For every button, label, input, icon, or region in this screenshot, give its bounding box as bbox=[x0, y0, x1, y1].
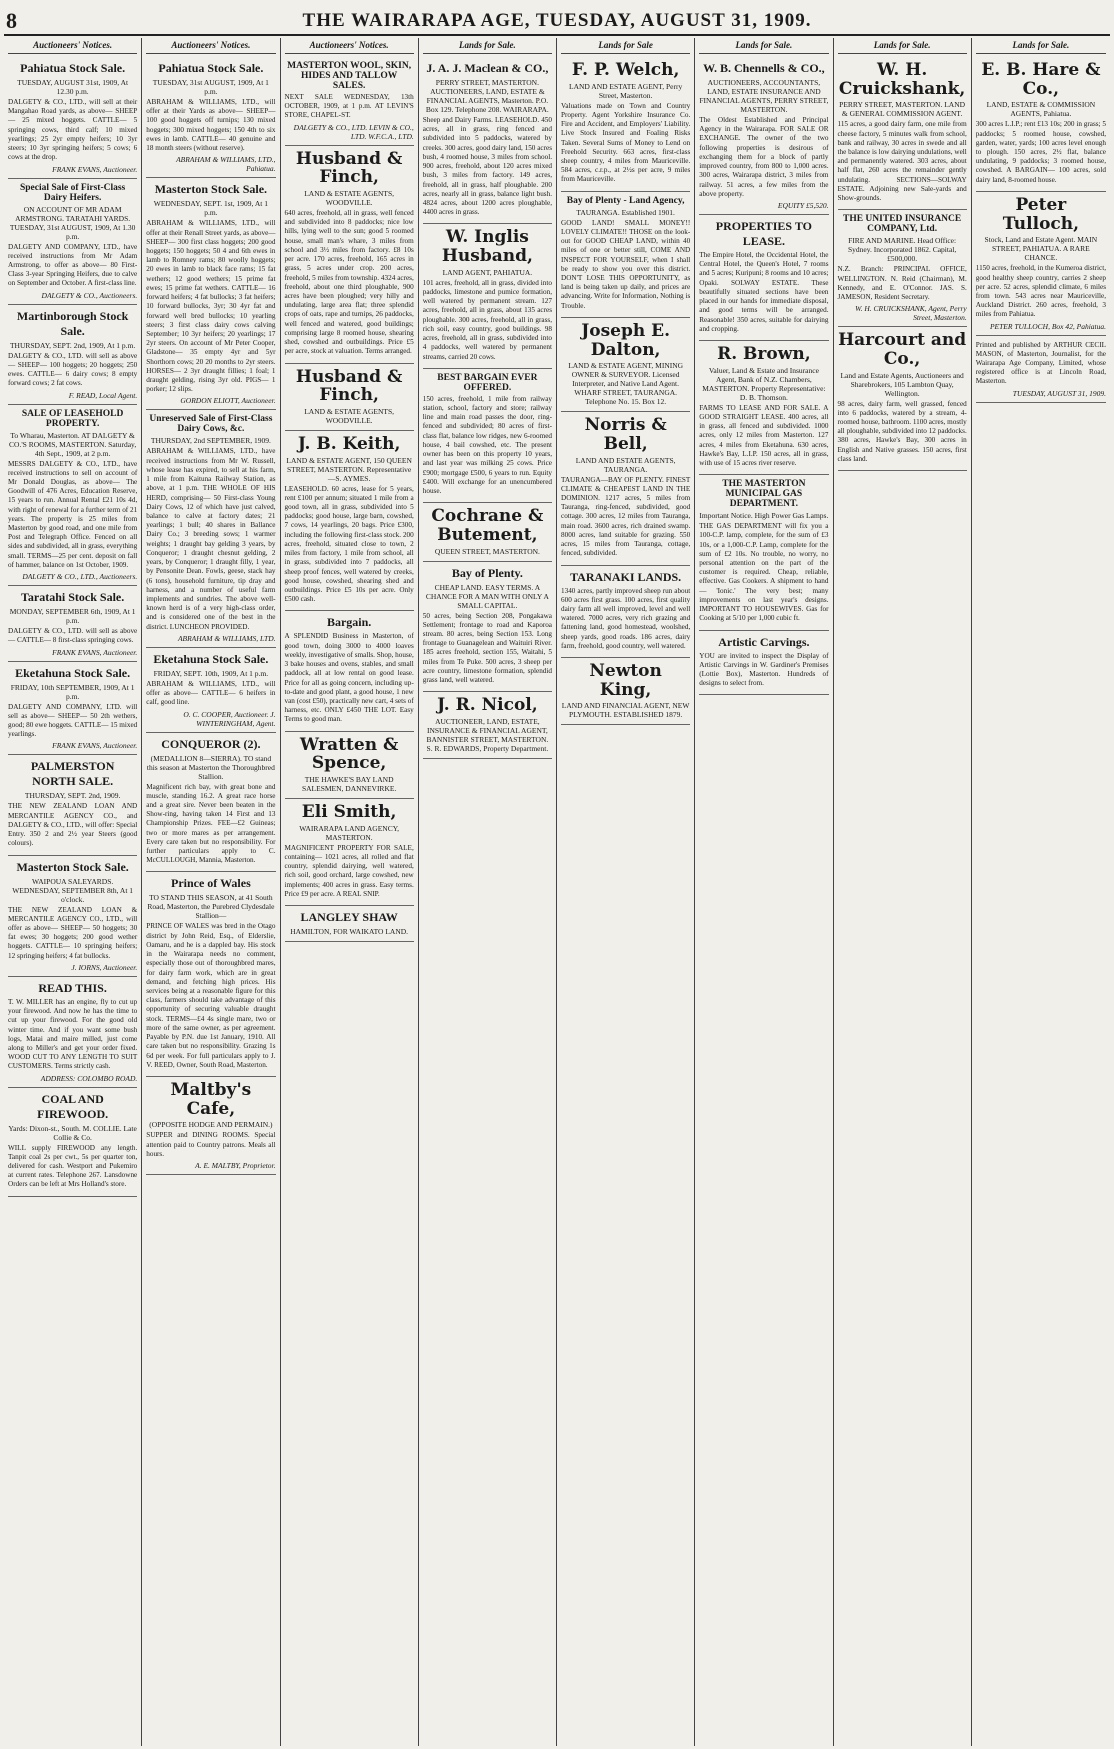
ad-subtitle: Valuer, Land & Estate and Insurance Agent, Bank of N.Z. Chambers, MASTERTON. Property Representative: D. B. Thomson. bbox=[702, 365, 826, 402]
ad-body-text: LEASEHOLD. 60 acres, lease for 5 years, rent £100 per annum; situated 1 mile from a good town, all in grass, subdivided into 5 paddocks; good house, large barn, cowshed, 7 cows, 14 yearlings, 20 bags. Price £300, including the following first-class stock. 200 acres, freehold, situated close to town, 2 miles from factory, 1 mile from school, all in grass, subdivided into 7 paddocks, all sheep proof fences, well watered by creeks, good house, cowshed, shearing shed and outbuildings. Price £5 10s per acre. Only £500 cash. bbox=[284, 484, 414, 604]
ad-signature: ADDRESS: COLOMBO ROAD. bbox=[40, 1073, 138, 1083]
advertisement bbox=[8, 856, 137, 977]
ad-signature: J. IORNS, Auctioneer. bbox=[71, 962, 138, 972]
ad-title: TARANAKI LANDS. bbox=[570, 569, 682, 584]
column-header: Lands for Sale. bbox=[976, 38, 1106, 54]
ad-body-text: ABRAHAM & WILLIAMS, LTD., have received instructions from Mr W. Russell, whose lease has expired, to sell at his farm, 1 mile from Kaituna Railway Station, as above, at 1 p.m. THE WHOLE OF HIS HERD, comprising— 50 First-class Young Dairy Cows, 12 of which have just calved, balance to calve at factory dates; 21 yearlings; 1 bull; 40 shares in Ballance Dairy Co.; 3 breeding sows; 1 warmer weights; 1 draught bay gelding 3 years, by Conqueror; 1 draught chesnut gelding, 2 years, by Conqueror; 1 draught filly, 1 year, by Pensonite Dean. Fowls, geese, stack hay (6 tons), household furniture, tip dray and harness, and a number of useful farm implements and sundries. The above well-known herd is of a very high-class order, and is considered one of the best in the district. LUNCHEON PROVIDED. bbox=[146, 447, 276, 631]
ad-subtitle: PERRY STREET, MASTERTON. LAND & GENERAL COMMISSION AGENT. bbox=[839, 100, 966, 119]
ad-body-text: 640 acres, freehold, all in grass, well fenced and subdivided into 8 paddocks; nice low hills, lying well to the sun; good 5 roomed house, small man's whare, 3 miles from school and 3½ miles from factory. £8 10s per acre. 170 acres, freehold, 165 acres in grass, 5 acres under crop. 200 acres, freehold, 5 miles from township. 4324 acres, freehold, about one third ploughable, 900 acres have been ploughed; very hilly and undulating, large area flat; three splendid crops of oats, rape and turnips, 26 paddocks, well fenced and watered, good buildings; comprising large 8 roomed house, shearing shed, cowshed and outbuildings. Price £5 per acre, stock at valuation. Terms arranged. bbox=[284, 209, 414, 356]
ad-title: J. R. Nicol, bbox=[437, 695, 538, 716]
ad-body-text: 1340 acres, partly improved sheep run about 600 acres first grass. 100 acres, first quality dairy farm all well improved, level and well watered. 7000 acres, very rich grazing and fattening land, good homestead, woolshed, sheep yards, good roads. 186 acres, dairy farm, freehold, good country, well watered. bbox=[561, 586, 691, 650]
ad-title: Maltby's Cafe, bbox=[170, 1079, 252, 1119]
ad-body-text: YOU are invited to inspect the Display of Artistic Carvings in W. Gardiner's Premises (Lottie Box), Masterton. Hundreds of designs to select from. bbox=[699, 651, 829, 688]
ad-subtitle: AUCTIONEERS, ACCOUNTANTS, LAND, ESTATE INSURANCE AND FINANCIAL AGENTS, PERRY STREET, MASTERTON. bbox=[699, 78, 829, 114]
ad-body-text: FARMS TO LEASE AND FOR SALE. A GOOD STRAIGHT LEASE. 400 acres, all in grass, all fenced and subdivided. 1000 acres, only 12 miles from Masterton. 127 acres, 4 miles from Eketahuna. 630 acres, Hawke's Bay, L.I.P. 150 acres, all in grass, with use of 15 acres river reserve. bbox=[699, 403, 829, 467]
ad-subtitle: LAND & ESTATE AGENTS, WOODVILLE. bbox=[304, 406, 395, 425]
ad-body-text: N.Z. Branch: PRINCIPAL OFFICE, WELLINGTON. N. Reid (Chairman), M. Kennedy, and E. O'Connor. JAS. S. JAMESON, Resident Secretary. bbox=[837, 265, 967, 301]
advertisement bbox=[146, 872, 275, 1077]
ad-title: Bay of Plenty. bbox=[451, 565, 523, 580]
ad-title: Wratten & Spence, bbox=[299, 734, 399, 774]
advertisement bbox=[8, 662, 137, 756]
ad-body-text: MESSRS DALGETY & CO., LTD., have received instructions to sell on account of Mr Donald Douglas, as above— The Goodwill of 476 Acres, Education Reserve, 15 years to run. Annual Rental £21 10s 4d, with right of renewal for a further term of 21 years. The property is 25 miles from Masterton by good road, and one mile from Post and Telegraph Office. Fenced on all sides and subdivided, all in grass, everything small. TERMS—25 per cent. deposit on fall of hammer, balance on 1st October, 1909. bbox=[8, 459, 138, 569]
ad-subtitle: MONDAY, SEPTEMBER 6th, 1909, At 1 p.m. bbox=[9, 607, 136, 626]
ad-body-text: Magnificent rich bay, with great bone and muscle, standing 16.2. A great race horse and a great sire. Never been beaten in the Show-ring, having taken 14 First and 13 Championship Prizes. FEE—£2 Guineas; two or more mares as per arrangement. Every care taken but no responsibility. For further particulars apply to C. McCULLOUGH, Mannia, Masterton. bbox=[146, 782, 276, 865]
ad-title: Masterton Stock Sale. bbox=[16, 859, 129, 874]
ad-subtitle: (OPPOSITE HODGE AND PERMAIN.) bbox=[149, 1120, 273, 1130]
newspaper-columns bbox=[4, 38, 1110, 1746]
ad-subtitle: TUESDAY, 31st AUGUST, 1909, At 1 p.m. bbox=[152, 78, 269, 96]
ad-title: Eketahuna Stock Sale. bbox=[153, 651, 269, 666]
ad-title: PALMERSTON NORTH SALE. bbox=[30, 759, 115, 789]
ad-title: Bay of Plenty - Land Agency, bbox=[566, 195, 685, 206]
advertisement bbox=[285, 732, 414, 799]
column-header: Auctioneers' Notices. bbox=[146, 38, 275, 54]
ad-title: SALE OF LEASEHOLD PROPERTY. bbox=[21, 408, 124, 429]
ad-subtitle: WAIPOUA SALEYARDS. WEDNESDAY, SEPTEMBER 8th, At 1 o'clock. bbox=[12, 876, 134, 904]
ad-title: CONQUEROR (2). bbox=[161, 736, 261, 751]
advertisement bbox=[146, 178, 275, 410]
advertisement bbox=[976, 57, 1106, 192]
ad-subtitle: Important Notice. High Power Gas Lamps. bbox=[699, 511, 829, 521]
advertisement bbox=[699, 475, 828, 630]
ad-signature: DALGETY & CO., LTD., Auctioneers. bbox=[22, 572, 138, 582]
ad-subtitle: TUESDAY, AUGUST 31st, 1909, At 12.30 p.m. bbox=[17, 78, 129, 96]
advertisement bbox=[146, 733, 275, 873]
advertisement bbox=[561, 566, 690, 659]
column-header: Auctioneers' Notices. bbox=[8, 38, 137, 54]
ad-signature: F. READ, Local Agent. bbox=[68, 390, 138, 400]
ad-signature: O. C. COOPER, Auctioneer. J. WINTERINGHAM, Agent. bbox=[183, 709, 276, 728]
ad-title: PROPERTIES TO LEASE. bbox=[715, 218, 812, 248]
ad-title: THE MASTERTON MUNICIPAL GAS DEPARTMENT. bbox=[722, 479, 806, 510]
ad-body-text: DALGETY & CO., LTD. will sell as above— SHEEP— 100 hoggets; 20 hoggets; 250 ewes. CATTLE— 6 dairy cows; 8 empty forward cows; 2 fat cows. bbox=[8, 351, 138, 388]
column-header: Auctioneers' Notices. bbox=[285, 38, 414, 54]
ad-body-text: DALGETY & CO., LTD., will sell at their Mangahao Road yards, as above— SHEEP— 25 mixed hoggets. CATTLE— 5 springing cows, third calf; 10 mixed yearlings; 25 2yr empty heifers; 10 3yr steers; 10 3yr springing heifers; 5 cows; 6 cows at the drop. bbox=[8, 98, 138, 162]
newspaper-title: THE WAIRARAPA AGE, TUESDAY, AUGUST 31, 1909. bbox=[302, 10, 812, 31]
ad-subtitle: Stock, Land and Estate Agent. MAIN STREET, PAHIATUA. A RARE CHANCE. bbox=[984, 235, 1098, 263]
advertisement bbox=[8, 586, 137, 661]
ad-body-text: 101 acres, freehold, all in grass, divided into paddocks, limestone and pumice formation, well watered by permanent stream. 127 acres, freehold, all in grass, about 135 acres ploughable. 300 acres, freehold, all in grass, rich soil, easy country, good buildings. 98 acres, freehold, all in grass, subdivided into 4 paddocks, well watered by permanent streams, carried 20 cows. bbox=[422, 278, 552, 361]
ad-body-text: T. W. MILLER has an engine, fly to cut up your firewood. And now he has the time to cut up your firewood. For the good old winter time. And if you want some bush logs, Matai and maire milled, just come along to Miller's and get your order fixed. WOOD CUT TO ANY LENGTH TO SUIT CUSTOMERS. Terms strictly cash. bbox=[8, 997, 138, 1071]
ad-body-text: 1150 acres, freehold, in the Kumeroa district, good healthy sheep country, carries 2 sheep per acre. 52 acres, splendid climate, 6 miles from town. 543 acres near Mauriceville, Auckland District. 260 acres, freehold, 3 miles from Pahiatua. bbox=[975, 264, 1106, 319]
ad-title: Prince of Wales bbox=[170, 876, 251, 891]
ad-subtitle: Yards: Dixon-st., South. M. COLLIE. Late Collie & Co. bbox=[8, 1123, 137, 1142]
ad-body-text: The Empire Hotel, the Occidental Hotel, the Central Hotel, the Queen's Hotel, 7 rooms and 5 acres; Kuripuni; 8 rooms and 10 acres; Opaki. SOLWAY ESTATE. These beautifully situated sections have been placed in our hands for immediate disposal, and good terms will be arranged. Reasonable! 350 acres, suitable for dairying and cropping. bbox=[699, 250, 829, 333]
ad-signature: GORDON ELIOTT, Auctioneer. bbox=[180, 396, 276, 406]
ad-subtitle: LAND & ESTATE AGENT, 150 QUEEN STREET, MASTERTON. Representative—S. AYMES. bbox=[286, 455, 412, 483]
advertisement bbox=[423, 503, 552, 561]
ad-subtitle: PERRY STREET, MASTERTON. AUCTIONEERS, LAND, ESTATE & FINANCIAL AGENTS, Masterton. P.O. Box 129. Telephone 208. WAIRARAPA. bbox=[425, 78, 549, 114]
ad-title: Cochrane & Butement, bbox=[431, 506, 544, 545]
column-6 bbox=[695, 38, 833, 1746]
column-header: Lands for Sale. bbox=[423, 38, 552, 54]
column-1 bbox=[4, 38, 142, 1746]
advertisement bbox=[699, 631, 828, 696]
advertisement bbox=[699, 341, 828, 475]
advertisement bbox=[423, 692, 552, 759]
ad-subtitle: FIRE AND MARINE. Head Office: Sydney. Incorporated 1862. Capital, £500,000. bbox=[848, 236, 957, 264]
ad-body-text: THE NEW ZEALAND LOAN AND MERCANTILE AGENCY CO., and DALGETY & CO., LTD., will offer: Special Entry. 350 2 and 2½ year Steers (good colours). bbox=[8, 802, 138, 848]
advertisement bbox=[423, 224, 552, 368]
ad-title: Martinborough Stock Sale. bbox=[16, 308, 129, 338]
ad-title: F. P. Welch, bbox=[571, 60, 680, 80]
advertisement bbox=[838, 57, 967, 210]
ad-subtitle: CHEAP LAND. EASY TERMS. A CHANCE FOR A MAN WITH ONLY A SMALL CAPITAL. bbox=[425, 582, 549, 610]
ad-title: Joseph E. Dalton, bbox=[581, 320, 671, 360]
ad-body-text: PRINCE OF WALES was bred in the Otago district by John Reid, Esq., of Elderslie, Oamaru, and he is a dappled bay. His stock in the Wairarapa needs no comment, especially those out of thoroughbred mares, for dairy farm work, which are in great demand, and fetching high prices. His services being at a reasonable figure for this class, farmers should take advantage of this opportunity of securing valuable draught stock. TERMS—£4 4s single mare, two or more of the same owner, as per agreement. Payable by P.N. due 1st January, 1910. All care taken but no responsibility. Grazing 1s 6d per week. For full particulars apply to J. V. REED, Owner, South Road, Masterton. bbox=[146, 922, 276, 1069]
ad-body-text: DALGETY AND COMPANY, LTD. will sell as above— SHEEP— 50 2th wethers, good; 80 ewe hoggets. CATTLE— 15 mixed yearlings. bbox=[8, 702, 138, 739]
advertisement bbox=[423, 562, 552, 693]
column-3 bbox=[281, 38, 419, 1746]
ad-body-text: 115 acres, a good dairy farm, one mile from cheese factory, 5 minutes walk from school, bank and railway, 30 acres in swede and all the balance is low dairying undulations, well and permanently watered. 303 acres, about half flat, 260 acres the remainder gently undulating. SECTIONS—SOLWAY ESTATE. Adjoining new Sale-yards and Show-grounds. bbox=[837, 120, 967, 203]
column-2 bbox=[142, 38, 280, 1746]
ad-title: J. A. J. Maclean & CO., bbox=[426, 61, 549, 75]
ad-body-text: 98 acres, dairy farm, well grassed, fenced into 6 paddocks, watered by a stream, 4-roomed house, bathroom. 1100 acres, mostly all ploughable, subdivided into 12 paddocks. 380 acres, Hawke's Bay, 300 acres in English and Native grasses. 150 acres, first class land. bbox=[837, 399, 967, 463]
ad-subtitle: TO STAND THIS SEASON, at 41 South Road, Masterton, the Purebred Clydesdale Stallion— bbox=[147, 893, 275, 921]
advertisement bbox=[561, 192, 690, 318]
page-number: 8 bbox=[6, 8, 17, 33]
ad-title: Norris & Bell, bbox=[584, 415, 667, 454]
advertisement bbox=[8, 179, 137, 305]
ad-body-text: DALGETY & CO., LTD. will sell as above— CATTLE— 8 first-class springing cows. bbox=[8, 627, 138, 645]
ad-signature: A. E. MALTBY, Proprietor. bbox=[195, 1161, 276, 1170]
advertisement bbox=[285, 431, 414, 612]
ad-signature: FRANK EVANS, Auctioneer. bbox=[52, 741, 138, 751]
column-header: Lands for Sale. bbox=[838, 38, 967, 54]
masthead bbox=[0, 6, 1114, 34]
ad-body-text: The Oldest Established and Principal Agency in the Wairarapa. FOR SALE OR EXCHANGE. The owner of the two following properties is desirous of exchanging them for a block of partly improved country, from 800 to 1,000 acres. 300 acres, Wairarapa district, 3 miles from railway. 51 acres, a few miles from the above property. bbox=[699, 116, 829, 198]
ad-body-text: TAURANGA—BAY OF PLENTY. FINEST CLIMATE & CHEAPEST LAND IN THE DOMINION. 1217 acres, 5 miles from Tauranga, ring-fenced, subdivided, good cottage. 300 acres, 12 miles from Tauranga, main road. 3600 acres, rich drained swamp. 8000 acres, land suitable for grazing. 550 acres, 15 miles from Tauranga, cottage, fenced, subdivided. bbox=[561, 475, 691, 558]
ad-title: Husband & Finch, bbox=[295, 148, 403, 188]
ad-subtitle: WAIRARAPA LAND AGENCY, MASTERTON. bbox=[299, 823, 400, 842]
ad-title: J. B. Keith, bbox=[297, 433, 401, 454]
ad-body-text: ABRAHAM & WILLIAMS, LTD., will offer at their Renall Street yards, as above— SHEEP— 300 first class hoggets; 200 good hoggets; 150 hoggets; 50 4 and 6th ewes in lamb to Romney rams; 80 woolly hoggets; 20 ewes in lamb to black face rams; 15 fat wethers; 12 good wethers; 15 prime fat ewes; 15 prime fat wethers. CATTLE— 16 forward heifers; 4 fat bullocks; 3 fat heifers; 10 forward bullocks, 3yr; 30 4yr fat and forward well bred bullocks; 10 yearling steers; 3 first class dairy cows calving September; 10 3yr heifers; 20 yearlings; 17 2yr steers. On account of Mr Peter Cooper, Gladstone— 35 empty 4yr and 5yr Shorthorn cows; 20 20 months to 2yr steers. HORSES— 2 3yr draught fillies; 1 foal; 1 draught gelding, rising 3yr old. PIGS— 1 porker; 12 slips. bbox=[146, 219, 276, 394]
ad-title: Taratahi Stock Sale. bbox=[21, 590, 125, 605]
ad-title: R. Brown, bbox=[717, 343, 811, 364]
advertisement bbox=[146, 410, 275, 647]
ad-title: E. B. Hare & Co., bbox=[981, 60, 1101, 99]
column-header: Lands for Sale. bbox=[699, 38, 828, 54]
advertisement bbox=[561, 658, 690, 725]
ad-body-text: DALGETY AND COMPANY, LTD., have received instructions from Mr Adam Armstrong, to offer as above— 80 First-Class 3-year Springing Heifers, due to calve on September and October. A first-class line. bbox=[8, 242, 138, 288]
ad-body-text: MAGNIFICENT PROPERTY FOR SALE, containing— 1021 acres, all rolled and flat country, splendid dairying, well watered, rich soil, good orchard, large cowshed, new implements; 400 acres in grass. Easy terms. Price £9 per acre. A REAL SNIP. bbox=[284, 843, 414, 898]
ad-title: BEST BARGAIN EVER OFFERED. bbox=[437, 372, 538, 393]
ad-body-text: Sheep and Dairy Farms. LEASEHOLD. 450 acres, all in grass, ring fenced and subdivided into 5 paddocks, watered by creeks. 300 acres, good dairy land, 150 acres bush, 4 roomed house, 3 miles from school. 900 acres, freehold, about 120 acres mixed bush, 3 miles from factory. 149 acres, freehold, all in grass, half ploughable. 200 acres, nearly all in grass, balance light bush. 4824 acres, about 1200 acres ploughable, 4400 acres in grass. bbox=[422, 116, 552, 217]
ad-signature: TUESDAY, AUGUST 31, 1909. bbox=[1012, 388, 1106, 398]
ad-title: Special Sale of First-Class Dairy Heifers. bbox=[19, 182, 126, 203]
ad-subtitle: THURSDAY, 2nd SEPTEMBER, 1909. bbox=[150, 436, 271, 446]
advertisement bbox=[285, 799, 414, 906]
ad-body-text: A SPLENDID Business in Masterton, of good town, doing 3000 to 4000 loaves weekly, investigative of smalls. Shop, house, 3 bake houses and ovens, stables, and small paddock, all at low rental on good lease. Price for all as going concern, including up-to-date and good plant, a good house, 1 new van (cost £50), practically new cart, 4 sets of harness, etc. ONLY £450 THE LOT. Easy Terms to good man. bbox=[284, 632, 414, 724]
ad-signature: ABRAHAM & WILLIAMS, LTD., Pahiatua. bbox=[176, 155, 276, 174]
advertisement bbox=[976, 336, 1106, 403]
ad-title: Harcourt and Co., bbox=[838, 330, 967, 369]
ad-body-text: ABRAHAM & WILLIAMS, LTD., will offer as above— CATTLE— 6 heifers in calf, good line. bbox=[146, 679, 276, 707]
ad-title: Eli Smith, bbox=[301, 802, 397, 822]
ad-body-text: GOOD LAND! SMALL MONEY!! LOVELY CLIMATE!! THOSE on the look-out for GOOD CHEAP LAND, within 40 miles of one or better still, COME AND INSPECT FOR YOURSELF, when I shall be ready to show you over this district. DON'T LOSE THIS OPPORTUNITY, as land is being taken up daily, and prices are advancing. Write for Information, Nothing is Trouble. bbox=[561, 218, 691, 310]
ad-subtitle: THURSDAY, SEPT. 2nd, 1909. bbox=[24, 791, 121, 801]
column-header: Lands for Sale bbox=[561, 38, 690, 54]
ad-title: Masterton Stock Sale. bbox=[154, 182, 268, 197]
ad-subtitle: LAND AND ESTATE AGENTS, TAURANGA. bbox=[575, 455, 676, 474]
ad-subtitle: AUCTIONEER, LAND, ESTATE, INSURANCE & FINANCIAL AGENT, BANNISTER STREET, MASTERTON. S. R. EDWARDS, Property Department. bbox=[426, 716, 549, 753]
advertisement bbox=[8, 57, 137, 179]
ad-title: W. B. Chennells & CO., bbox=[703, 61, 825, 75]
ad-signature: FRANK EVANS, Auctioneer. bbox=[52, 164, 138, 174]
ad-subtitle: LAND AGENT, PAHIATUA. bbox=[442, 267, 533, 277]
ad-subtitle: LAND AND ESTATE AGENT, Perry Street, Masterton. bbox=[569, 81, 683, 100]
ad-subtitle: TAURANGA. Established 1901. bbox=[576, 207, 675, 217]
ad-title: Artistic Carvings. bbox=[718, 634, 810, 649]
advertisement bbox=[285, 146, 414, 364]
ad-body-text: THE GAS DEPARTMENT will fix you a 100-C.P. lamp, complete, for the sum of £3 10s, or a 1,000-C.P. Lamp, complete for the sum of £2 10s. No trouble, no worry, no personal attention on the part of the customer is required. Cheap, reliable, effective. Gas Cookers. A shipment to hand— 'Ionic.' The very best; many improvements on last year's designs. IMPORTANT TO HOUSEWIVES. Gas for Cooking at 5/10 per 1,000 cubic ft. bbox=[699, 522, 829, 623]
ad-body-text: NEXT SALE WEDNESDAY, 13th OCTOBER, 1909, at 1 p.m. AT LEVIN'S STORE, CHAPEL-ST. bbox=[284, 93, 414, 120]
advertisement bbox=[699, 215, 828, 341]
ad-body-text: 150 acres, freehold, 1 mile from railway station, school, factory and store; railway line and main road passes the door, ring-fenced and subdivided; 80 acres of first-class flat, balance low ridges, new 6-roomed house, 4 bail cowshed, etc. The present owner has been on this property 10 years, and last year was milking 25 cows. Price £900; mortgage £500, 6 years to run. Equity £400. Will exchange for an unencumbered house. bbox=[422, 394, 552, 495]
ad-title: Unreserved Sale of First-Class Dairy Cows, &c. bbox=[149, 414, 273, 435]
ad-signature: ABRAHAM & WILLIAMS, LTD. bbox=[177, 633, 276, 643]
advertisement bbox=[285, 364, 414, 431]
advertisement bbox=[561, 412, 690, 565]
ad-title: Bargain. bbox=[326, 615, 372, 630]
column-8 bbox=[972, 38, 1110, 1746]
advertisement bbox=[285, 906, 414, 942]
ad-signature: PETER TULLOCH, Box 42, Pahiatua. bbox=[989, 321, 1106, 331]
ad-body-text: 50 acres, being Section 208, Pongakawa Settlement; frontage to road and Kaporoa stream. 80 acres, being Section 153. Long frontage to Guanagelean and Waituiri River. 185 acres freehold, section 155, Waitahi, 5 miles from Te Puke. 500 acres, 3 sheep per acre country, limestone formation, splendid grass land, well watered. bbox=[422, 611, 552, 685]
ad-subtitle: FRIDAY, SEPT. 10th, 1909, At 1 p.m. bbox=[153, 668, 269, 678]
advertisement bbox=[838, 327, 967, 471]
ad-subtitle: WEDNESDAY, SEPT. 1st, 1909, At 1 p.m. bbox=[153, 199, 268, 218]
advertisement bbox=[423, 57, 552, 224]
ad-signature: W. H. CRUICKSHANK, Agent, Perry Street, Masterton. bbox=[855, 304, 967, 323]
ad-title: LANGLEY SHAW bbox=[300, 910, 398, 924]
ad-subtitle: THURSDAY, SEPT. 2nd, 1909, At 1 p.m. bbox=[9, 340, 136, 350]
ad-subtitle: HAMILTON, FOR WAIKATO LAND. bbox=[290, 927, 409, 936]
advertisement bbox=[699, 57, 828, 215]
ad-subtitle: ON ACCOUNT OF MR ADAM ARMSTRONG. TARATAHI YARDS. TUESDAY, 31st AUGUST, 1909, At 1.30 p.m. bbox=[9, 204, 136, 241]
ad-title: W. Inglis Husband, bbox=[441, 227, 533, 267]
advertisement bbox=[285, 611, 414, 731]
ad-subtitle: FRIDAY, 10th SEPTEMBER, 1909, At 1 p.m. bbox=[10, 682, 135, 701]
ad-title: Eketahuna Stock Sale. bbox=[15, 665, 131, 680]
column-5 bbox=[557, 38, 695, 1746]
ad-title: Pahiatua Stock Sale. bbox=[20, 61, 126, 75]
ad-subtitle: LAND, ESTATE & COMMISSION AGENTS, Pahiatua. bbox=[986, 100, 1096, 119]
advertisement bbox=[976, 192, 1106, 336]
ad-title: COAL AND FIREWOOD. bbox=[37, 1091, 109, 1121]
advertisement bbox=[8, 755, 137, 855]
ad-body-text: THE NEW ZEALAND LOAN & MERCANTILE AGENCY CO., LTD., will offer as above— SHEEP— 50 hoggets; 30 fat ewes; 30 hoggets; 200 good wether hoggets. CATTLE— 10 springing heifers; 12 springing heifers; 4 fat bullocks. bbox=[8, 905, 138, 960]
ad-subtitle: QUEEN STREET, MASTERTON. bbox=[434, 546, 540, 556]
ad-title: THE UNITED INSURANCE COMPANY, Ltd. bbox=[843, 214, 962, 235]
advertisement bbox=[146, 57, 275, 178]
ad-subtitle: (MEDALLION 8—SIERRA). TO stand this season at Masterton the Thoroughbred Stallion. bbox=[146, 753, 275, 781]
advertisement bbox=[561, 57, 690, 192]
advertisement bbox=[285, 57, 414, 146]
column-4 bbox=[419, 38, 557, 1746]
ad-title: Peter Tulloch, bbox=[1002, 194, 1080, 234]
ad-signature: FRANK EVANS, Auctioneer. bbox=[52, 647, 138, 657]
advertisement bbox=[146, 1077, 275, 1175]
ad-signature: DALGETY & CO., LTD. LEVIN & CO., LTD. W.F.C.A., LTD. bbox=[293, 122, 414, 141]
ad-body-text: 300 acres L.I.P.; rent £13 10s; 200 in grass; 5 paddocks; 5 roomed house, cowshed, garden, water, yards; 100 acres level enough to plough. 150 acres, 2½ flat, balance undulating, 9 paddocks; 3 roomed house, cowshed. A BARGAIN— 100 acres, sold dairy land, 8-roomed house. bbox=[975, 120, 1106, 184]
advertisement bbox=[8, 305, 137, 405]
ad-body-text: ABRAHAM & WILLIAMS, LTD., will offer at their Yards as above— SHEEP— 100 good hoggets off turnips; 130 mixed hoggets; 300 mixed hoggets; 150 4th to six ewes in lamb. CATTLE— 40 genuine and 18 month steers (without reserve). bbox=[146, 98, 276, 153]
ad-title: W. H. Cruickshank, bbox=[838, 60, 966, 99]
masthead-rule bbox=[4, 34, 1110, 36]
advertisement bbox=[146, 648, 275, 733]
ad-title: MASTERTON WOOL, SKIN, HIDES AND TALLOW SALES. bbox=[287, 61, 412, 91]
ad-subtitle: THE HAWKE'S BAY LAND SALESMEN, DANNEVIRKE. bbox=[301, 775, 397, 793]
ad-signature: DALGETY & CO., Auctioneers. bbox=[41, 290, 138, 300]
ad-subtitle: LAND & ESTATE AGENTS, WOODVILLE. bbox=[304, 189, 395, 208]
ad-title: Husband & Finch, bbox=[295, 366, 403, 406]
advertisement bbox=[8, 1088, 137, 1197]
column-7 bbox=[834, 38, 972, 1746]
advertisement bbox=[561, 318, 690, 412]
ad-title: READ THIS. bbox=[38, 980, 107, 995]
ad-title: Pahiatua Stock Sale. bbox=[158, 61, 264, 75]
advertisement bbox=[8, 405, 137, 587]
ad-subtitle: Land and Estate Agents, Auctioneers and Sharebrokers, 105 Lambton Quay, Wellington. bbox=[840, 370, 964, 398]
ad-title: Newton King, bbox=[589, 661, 662, 700]
ad-subtitle: LAND & ESTATE AGENT, MINING OWNER & SURVEYOR. Licensed Interpreter, and Native Land Agent. WHARF STREET, TAURANGA. Telephone No. 15. Box 12. bbox=[568, 361, 684, 407]
ad-body-text: WILL supply FIREWOOD any length. Tanpit coal 2s per cwt., 5s per quarter ton, delivered for cash. Westport and Pukemiro at current rates. Telephone 267. Lansdowne Orders can be left at Mrs Holland's store. bbox=[8, 1143, 138, 1189]
ad-body-text: SUPPER and DINING ROOMS. Special attention paid to Country patrons. Meals all hours. bbox=[146, 1131, 276, 1158]
ad-subtitle: LAND AND FINANCIAL AGENT, NEW PLYMOUTH. ESTABLISHED 1879. bbox=[561, 701, 690, 720]
ad-signature: EQUITY £5,520. bbox=[777, 200, 829, 210]
advertisement bbox=[838, 210, 967, 327]
ad-body-text: Valuations made on Town and Country Property. Agent Yorkshire Insurance Co. Fire and Accident, and Employers' Liability. Live Stock Insured and Foaling Risks Taken. Several Sums of Money to Lend on Freehold Security. 663 acres, first-class sheep country, 4 miles from Mauriceville. 584 acres, c.r.p., at 2½s per acre, 9 miles from Mauriceville. bbox=[561, 101, 691, 184]
advertisement bbox=[423, 369, 552, 503]
ad-subtitle: To Wharau, Masterton. AT DALGETY & CO.'S ROOMS, MASTERTON. Saturday, 4th Sept., 1909, at 2 p.m. bbox=[9, 430, 137, 458]
ad-body-text: Printed and published by ARTHUR CECIL MASON, of Masterton, Journalist, for the Wairarapa Age Company, Limited, whose registered office is at Lincoln Road, Masterton. bbox=[975, 340, 1106, 386]
advertisement bbox=[8, 977, 137, 1088]
